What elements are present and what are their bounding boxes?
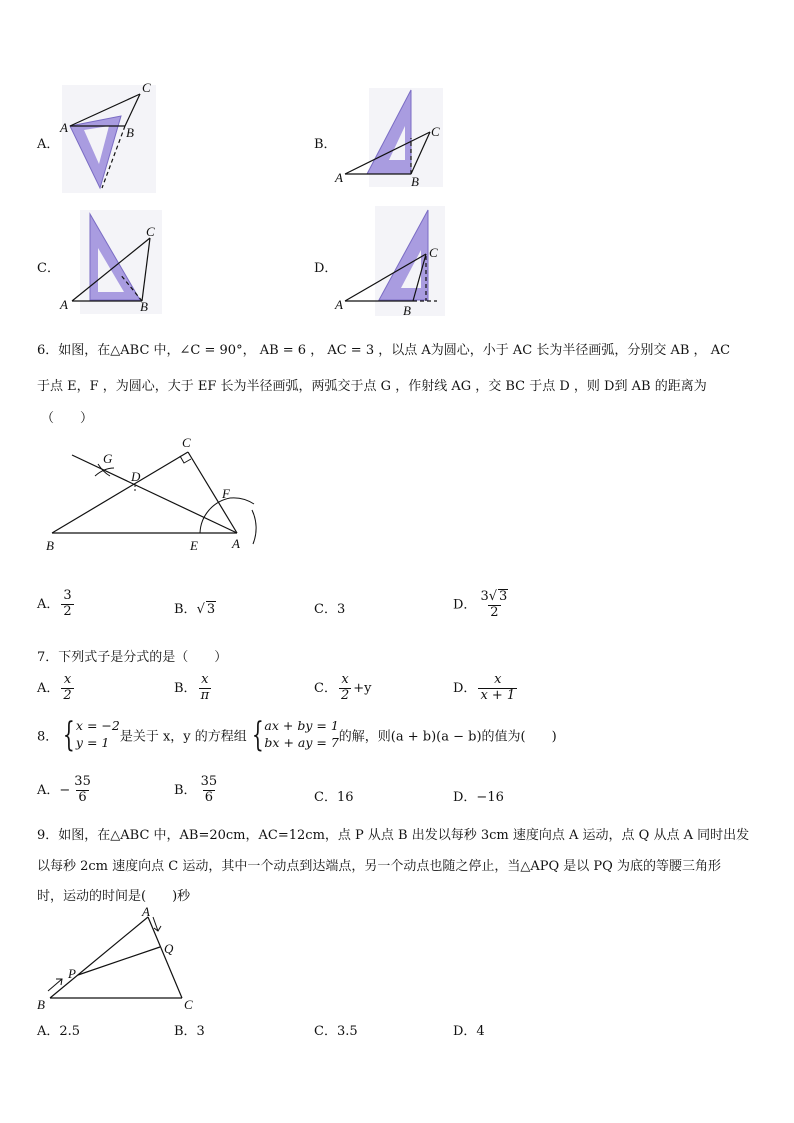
side-bc — [52, 452, 188, 533]
q6-answer-blank: （ ） — [41, 411, 94, 426]
numerator: x — [63, 672, 72, 687]
q9-option-b[interactable]: B．3 — [174, 1024, 205, 1039]
label-a: A — [335, 170, 343, 185]
label-c: C — [429, 245, 438, 260]
q6-option-c[interactable] — [314, 598, 345, 617]
q7-stem: 7．下列式子是分式的是（ ） — [37, 650, 228, 665]
side-ba — [50, 917, 148, 998]
label-b: B — [46, 538, 54, 553]
q5-figure-c — [58, 210, 163, 316]
q9-stem-line-1: 9．如图，在△ABC 中，AB=20cm，AC=12cm，点 P 从点 B 出发以每秒 3cm 速度向点 A 运动，点 Q 从点 A 同时出发 — [37, 828, 750, 843]
label-b: B — [411, 174, 419, 188]
label-f: F — [222, 486, 230, 501]
minus-sign: − — [59, 782, 71, 798]
fraction — [72, 775, 93, 806]
numerator: x — [494, 672, 502, 687]
denominator: 6 — [204, 789, 213, 805]
denominator: 2 — [63, 603, 72, 619]
q8-option-a[interactable] — [37, 775, 95, 806]
numerator — [478, 589, 510, 605]
label-e: E — [190, 538, 198, 553]
denominator: 2 — [63, 687, 72, 703]
fraction — [199, 775, 220, 806]
q8-option-b[interactable] — [174, 775, 221, 806]
equation-1: ax + by = 1 — [264, 718, 339, 734]
q6-option-d-letter: D． — [453, 597, 477, 613]
numerator: x — [341, 672, 349, 687]
label-b: B — [140, 299, 148, 314]
label-c: C — [184, 997, 193, 1011]
q6-option-d[interactable] — [453, 589, 512, 621]
q8-stem — [37, 715, 557, 755]
q9-option-d[interactable]: D．4 — [453, 1024, 485, 1039]
label-a: A — [232, 536, 240, 551]
segment-pq — [78, 947, 160, 975]
q8-option-a-letter: A． — [37, 782, 60, 798]
q6-option-a-letter: A． — [37, 596, 60, 612]
denominator: 6 — [78, 789, 87, 805]
label-b: B — [37, 997, 45, 1011]
q9-stem-line-2: 以每秒 2cm 速度向点 C 运动，其中一个动点到达端点，另一个动点也随之停止，当△APQ 是以 PQ 为底的等腰三角形 — [37, 859, 721, 874]
q6-option-a[interactable] — [37, 589, 76, 620]
radicand: 3 — [499, 589, 508, 604]
fraction — [478, 589, 510, 621]
q7-option-d[interactable] — [453, 673, 519, 704]
q8-number: 8． — [37, 729, 59, 745]
radicand: 3 — [206, 602, 216, 617]
fraction — [339, 673, 351, 704]
numerator: x — [201, 672, 209, 687]
arc-around-a-upper — [230, 498, 254, 504]
label-a: A — [60, 297, 68, 312]
solution-system — [58, 715, 120, 755]
label-q: Q — [164, 941, 174, 956]
solution-y: y = 1 — [75, 735, 110, 750]
q5-figure-d — [333, 206, 448, 318]
q5-figure-a — [58, 82, 158, 194]
label-c: C — [142, 82, 151, 95]
numerator: 3 — [63, 588, 72, 603]
q8-stem-tail: 的解，则(a + b)(a − b)的值为( ) — [338, 729, 557, 745]
equation-system — [247, 715, 339, 755]
fraction — [478, 673, 517, 704]
q6-option-c-letter: C． — [314, 602, 337, 617]
q7-option-b-letter: B． — [174, 680, 197, 696]
q5-option-d-letter[interactable]: D． — [314, 261, 338, 276]
coefficient: 3 — [480, 589, 489, 604]
q9-option-a[interactable]: A．2.5 — [37, 1024, 81, 1039]
brace: { — [63, 715, 76, 755]
q8-option-b-letter: B． — [174, 782, 197, 798]
q7-option-a[interactable] — [37, 673, 76, 704]
q7-option-b[interactable] — [174, 673, 213, 704]
label-c: C — [182, 435, 191, 450]
option-tail: +y — [353, 680, 372, 696]
numerator: 35 — [200, 774, 218, 789]
label-b: B — [126, 125, 134, 140]
q5-option-c-letter[interactable]: C． — [37, 261, 60, 276]
label-g: G — [103, 451, 113, 466]
q7-option-c[interactable] — [314, 673, 371, 704]
q9-figure — [34, 905, 204, 1011]
sqrt-sign: √ — [488, 589, 498, 604]
q8-option-d[interactable]: D．−16 — [453, 790, 504, 805]
denominator: 2 — [490, 604, 499, 620]
label-p: P — [68, 966, 76, 981]
label-b: B — [403, 303, 411, 318]
q8-stem-middle: 是关于 x，y 的方程组 — [119, 729, 247, 745]
q6-option-b-letter: B． — [174, 602, 197, 617]
arc-right — [252, 510, 256, 544]
q6-figure — [40, 432, 265, 558]
label-a: A — [60, 120, 68, 135]
denominator: π — [200, 687, 210, 703]
q5-figure-b — [333, 88, 445, 188]
sqrt-sign: √ — [196, 602, 205, 617]
label-a: A — [142, 905, 150, 919]
q9-stem-line-3: 时，运动的时间是( )秒 — [37, 889, 191, 904]
fraction — [61, 589, 73, 620]
right-angle-mark — [180, 456, 191, 463]
q8-option-c[interactable]: C．16 — [314, 790, 354, 805]
label-c: C — [146, 224, 155, 239]
q6-option-b[interactable] — [174, 598, 216, 617]
denominator: x + 1 — [480, 687, 516, 703]
label-c: C — [431, 124, 440, 139]
label-d: D — [131, 469, 141, 484]
q7-option-c-letter: C． — [314, 680, 337, 696]
fraction — [61, 673, 73, 704]
q6-stem-line-1: 6．如图，在△ABC 中，∠C = 90°， AB = 6 ， AC = 3 ，以点 A为圆心，小于 AC 长为半径画弧，分别交 AB ， AC — [37, 343, 731, 358]
ray-ag — [72, 455, 237, 533]
equation-2: bx + ay = 7 — [264, 735, 339, 750]
q9-option-c[interactable]: C．3.5 — [314, 1024, 358, 1039]
denominator: 2 — [340, 687, 350, 703]
q5-option-b-letter[interactable]: B． — [314, 137, 337, 152]
option-value: 3 — [336, 602, 346, 617]
q5-option-a-letter[interactable]: A． — [37, 137, 60, 152]
q6-stem-line-2: 于点 E，F ，为圆心，大于 EF 长为半径画弧，两弧交于点 G ，作射线 AG ，交 BC 于点 D ，则 D到 AB 的距离为 — [37, 379, 707, 394]
brace: { — [251, 715, 264, 755]
side-ac — [148, 917, 182, 998]
q7-option-d-letter: D． — [453, 680, 477, 696]
fraction — [199, 673, 212, 704]
numerator: 35 — [74, 774, 91, 789]
solution-x: x = −2 — [75, 718, 120, 734]
label-a: A — [335, 297, 343, 312]
q7-option-a-letter: A． — [37, 680, 60, 696]
